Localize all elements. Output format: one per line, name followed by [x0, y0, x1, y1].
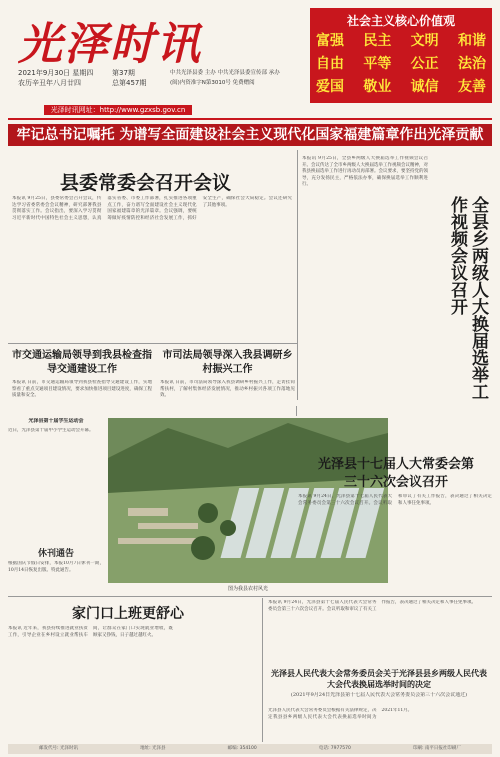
header-divider: [8, 118, 492, 120]
masthead: [8, 8, 308, 100]
lunar-date: 农历辛丑年八月廿四: [18, 79, 81, 87]
brief-body: 近日，光泽县第十届中小学生运动会开幕。: [8, 427, 94, 433]
website-bar[interactable]: 光泽时讯网址：http://www.gzxsb.gov.cn: [44, 105, 192, 115]
notice-body: 根据国庆节假日安排，本报10月7日休刊一期，10月14日恢复出版。特此通告。: [8, 561, 104, 573]
footer-item: 电话: 7977570: [318, 746, 351, 751]
photo-caption: 图为我县农村风光: [227, 586, 268, 592]
article-headline[interactable]: 市交通运输局领导到我县检查指导交通建设工作: [12, 350, 152, 375]
notice-title: 休刊通告: [37, 549, 74, 559]
value-item: 平等: [363, 56, 392, 72]
article-body: 本报讯 近年来，我县持续推进就业扶贫工作，引导企业在乡村设立就业帮扶车间，让群众在家门口实现就业增收，既顾家又挣钱，日子越过越红火。: [8, 626, 173, 638]
article-continued-body: 本报讯 9月24日，光泽县第十七届人民代表大会常务委员会第三十六次会议召开。会议听取和审议了有关工作报告，表决通过了相关决定和人事任免事项。: [268, 600, 476, 612]
newspaper-title: 光泽时讯: [18, 19, 202, 70]
article-body: 本报讯 日前，市交通运输局领导到我县检查指导交通建设工作，实地察看了重点交通项目建设情况，要求加快推进项目建设进度，确保工程质量和安全。: [12, 380, 152, 399]
license-text: (闽)内资准字N第3010号 免费赠阅: [170, 80, 255, 86]
article-headline[interactable]: 市司法局领导深入我县调研乡村振兴工作: [162, 350, 293, 375]
notice-box: [8, 546, 104, 606]
article-headline[interactable]: 县委常委会召开会议: [60, 172, 232, 194]
issue-number: 第37期: [112, 69, 135, 77]
core-values-box: [310, 8, 492, 103]
core-values-title: 社会主义核心价值观: [346, 14, 455, 28]
article-body: 光泽县人民代表大会常务委员会根据有关法律规定，决定我县县乡两级人民代表大会代表换届选举时间为2021年11月。: [268, 708, 413, 720]
value-item: 自由: [316, 56, 344, 72]
value-item: 民主: [363, 33, 392, 49]
article-body: 本报讯 9月25日，全县乡两级人大换届选举工作视频会议召开。会议传达了全市乡两级人大换届选举工作视频会议精神，对我县换届选举工作进行再动员再部署。会议要求，要坚持党的领导，充分发扬民主，严格依法办事，确保换届选举工作顺利进行。: [302, 156, 428, 188]
brief-title: 光泽县第十届学生运动会: [28, 418, 84, 424]
article-headline[interactable]: 光泽县十七届人大常委会第三十六次会议召开: [317, 457, 474, 490]
total-issue: 总第457期: [112, 79, 147, 87]
sidebar-brief: [8, 418, 104, 542]
value-item: 友善: [457, 79, 486, 95]
value-item: 敬业: [363, 79, 392, 95]
footer-item: 印刷: 南平日报社印刷厂: [412, 746, 461, 751]
value-item: 爱国: [316, 79, 344, 95]
article-body: 本报讯 9月25日，县委常委会召开会议，传达学习省委常委会会议精神，研究部署我县贯彻落实工作。会议指出，要深入学习贯彻习近平新时代中国特色社会主义思想，认真落实省委、市委工作部署，扎实推进各项重点工作，奋力谱写全面建设社会主义现代化国家福建篇章的光泽篇章。会议强调，要统筹做好疫情防控和经济社会发展工作，抓好安全生产，确保社会大局稳定。会议还研究了其他事项。: [12, 196, 292, 221]
article-body: 本报讯 日前，市司法局领导深入我县调研乡村振兴工作，走访挂钩帮扶村，了解村集体经济发展情况，推动乡村振兴各项工作落地见效。: [160, 380, 295, 399]
sponsor-text: 中共光泽县委 主办 中共光泽县委宣传部 承办: [170, 70, 280, 76]
footer-item: 地址: 光泽县: [140, 746, 166, 751]
value-item: 文明: [410, 33, 439, 49]
front-banner: 牢记总书记嘱托 为谱写全面建设社会主义现代化国家福建篇章作出光泽贡献: [8, 124, 492, 146]
value-item: 法治: [457, 56, 486, 72]
decision-subtitle: (2021年9月24日光泽县第十七届人民代表大会常务委员会第三十六次会议通过): [290, 692, 468, 698]
value-item: 公正: [410, 56, 439, 72]
article-headline[interactable]: 家门口上班更舒心: [72, 606, 184, 622]
value-item: 和谐: [457, 33, 486, 49]
footer-item: 邮发代号: 光泽时讯: [39, 746, 78, 751]
article-headline[interactable]: 光泽县人民代表大会常务委员会关于光泽县县乡两级人民代表大会代表换届选举时间的决定: [271, 668, 487, 689]
footer-item: 邮编: 354100: [227, 746, 257, 751]
article-body: 本报讯 9月24日，光泽县第十七届人民代表大会常务委员会第三十六次会议召开。会议听取和审议了有关工作报告，表决通过了相关决定和人事任免事项。: [298, 494, 492, 506]
vertical-headline[interactable]: 全县乡两级人大换届选举工作视频会议召开: [447, 196, 488, 400]
page-footer: [8, 744, 492, 754]
value-item: 诚信: [410, 79, 439, 95]
value-item: 富强: [316, 33, 344, 49]
date-text: 2021年9月30日 星期四: [18, 69, 94, 77]
